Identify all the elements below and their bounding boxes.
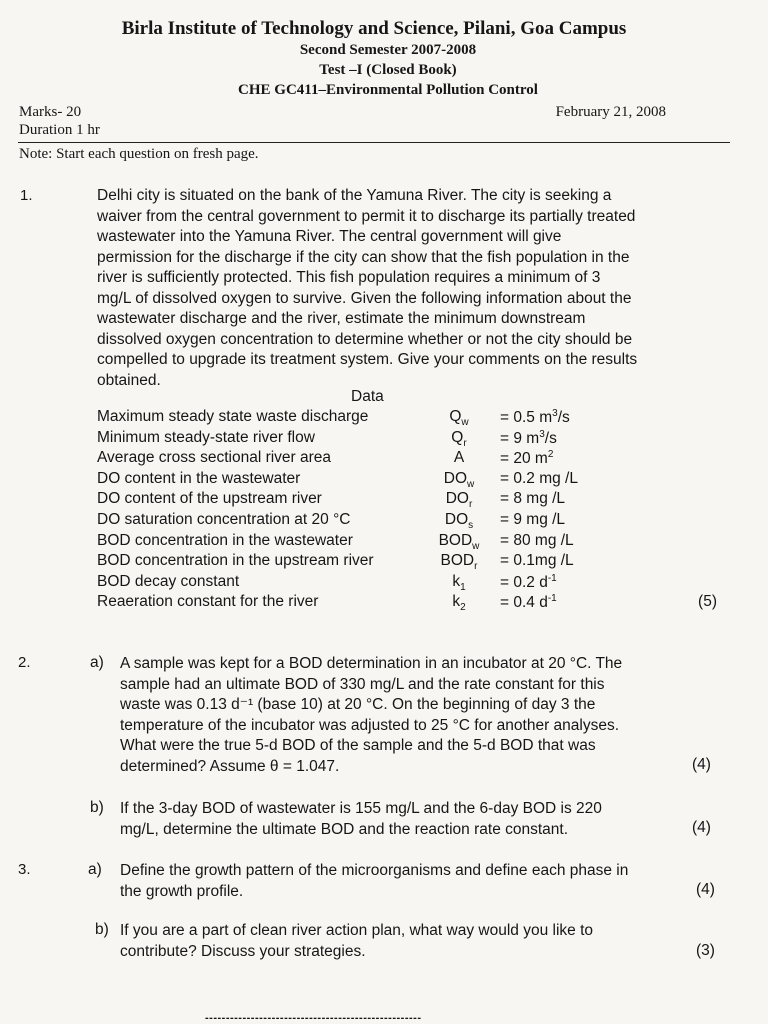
data-row-symbol <box>433 449 485 467</box>
data-row-value <box>500 470 578 488</box>
data-row-symbol <box>433 532 485 552</box>
marks-label: Marks- 20 <box>19 104 82 120</box>
header-divider <box>18 142 730 143</box>
q1-line: waiver from the central government to permit it to discharge its partially treated <box>97 207 636 225</box>
value-superscript: -1 <box>547 593 557 605</box>
symbol-main: k <box>452 593 461 611</box>
question-1-marks: (5) <box>698 593 717 611</box>
duration-label: Duration 1 hr <box>19 122 100 138</box>
value-text: = 0.5 m <box>500 409 553 427</box>
symbol-subscript: w <box>461 417 469 429</box>
symbol-main: Q <box>449 408 462 425</box>
symbol-main: k <box>452 572 461 590</box>
symbol-subscript: 2 <box>460 602 466 614</box>
q1-line: wastewater into the Yamuna River. The central government will give <box>97 228 562 245</box>
q1-line: compelled to upgrade its treatment system. Give your comments on the results <box>97 351 638 368</box>
value-text: = 8 mg /L <box>500 490 566 508</box>
question-2a-text <box>120 654 720 777</box>
data-row <box>97 511 727 531</box>
q1-line: Delhi city is situated on the bank of the Yamuna River. The city is seeking a <box>97 187 612 204</box>
value-unit: /s <box>557 409 570 427</box>
data-row-value <box>500 449 553 468</box>
symbol-main: BOD <box>438 531 473 549</box>
data-row-value <box>500 429 557 448</box>
question-1-number: 1. <box>20 187 33 204</box>
question-3b-label: b) <box>95 921 109 938</box>
data-row <box>97 532 727 552</box>
data-row <box>97 449 727 469</box>
data-row-value <box>500 511 565 529</box>
symbol-main: DO <box>443 469 467 487</box>
instruction-note: Note: Start each question on fresh page. <box>19 146 259 162</box>
data-row-symbol <box>433 470 485 490</box>
q2a-line: determined? Assume θ = 1.047. <box>120 757 340 775</box>
data-row <box>97 552 727 572</box>
symbol-main: DO <box>444 511 469 528</box>
data-row-label: Reaeration constant for the river <box>97 593 319 611</box>
question-2a-label: a) <box>90 654 104 671</box>
symbol-main: Q <box>451 428 464 446</box>
exam-date: February 21, 2008 <box>555 104 666 120</box>
data-row <box>97 408 727 428</box>
value-text: = 0.2 mg /L <box>500 469 578 487</box>
data-row-symbol <box>433 511 485 531</box>
data-row-symbol <box>433 552 485 572</box>
q2a-line: temperature of the incubator was adjusted to 25 °C for another analyses. <box>120 716 620 734</box>
question-3-number: 3. <box>18 861 31 878</box>
data-row-label: Maximum steady state waste discharge <box>97 408 369 425</box>
data-row-value <box>500 552 574 570</box>
institute-title: Birla Institute of Technology and Science, Pilani, Goa Campus <box>121 18 627 39</box>
data-row <box>97 593 727 613</box>
data-row-symbol <box>433 408 485 428</box>
q2a-line: sample had an ultimate BOD of 330 mg/L and the rate constant for this <box>120 675 605 693</box>
question-3a-text <box>120 861 720 902</box>
q2b-line: mg/L, determine the ultimate BOD and the reaction rate constant. <box>120 820 569 838</box>
data-row-symbol <box>433 593 485 613</box>
question-3b-text <box>120 921 720 962</box>
question-2b-text <box>120 799 720 840</box>
question-2b-marks: (4) <box>692 819 711 836</box>
data-row <box>97 470 727 490</box>
value-text: = 20 m <box>500 450 548 468</box>
question-3a-label: a) <box>88 861 102 878</box>
q1-line: river is sufficiently protected. This fish population requires a minimum of 3 <box>97 269 601 286</box>
data-row-label: Average cross sectional river area <box>97 449 332 467</box>
question-3b-marks: (3) <box>696 942 715 959</box>
symbol-main: BOD <box>440 552 475 570</box>
value-text: = 9 m <box>500 429 540 447</box>
symbol-main: DO <box>445 490 469 508</box>
value-text: = 0.1mg /L <box>500 552 574 570</box>
question-2b-label: b) <box>90 799 104 816</box>
data-table-title: Data <box>351 388 384 405</box>
value-superscript: 3 <box>552 408 558 419</box>
symbol-subscript: r <box>468 499 473 511</box>
q1-line: mg/L of dissolved oxygen to survive. Given the following information about the <box>97 289 632 307</box>
course-line: CHE GC411–Environmental Pollution Control <box>238 82 538 98</box>
data-row-label: BOD decay constant <box>97 572 240 590</box>
data-row <box>97 490 727 510</box>
data-row-symbol <box>433 573 485 593</box>
q2a-line: waste was 0.13 d⁻¹ (base 10) at 20 °C. On the beginning of day 3 the <box>120 696 596 713</box>
data-row-symbol <box>433 429 485 449</box>
q3a-line: Define the growth pattern of the microorganisms and define each phase in <box>120 862 629 879</box>
symbol-subscript: w <box>467 478 475 490</box>
data-row-label: BOD concentration in the upstream river <box>97 552 374 570</box>
data-row-value <box>500 593 557 612</box>
q2a-line: What were the true 5-d BOD of the sample and the 5-d BOD that was <box>120 737 596 754</box>
q1-line: dissolved oxygen concentration to determine whether or not the city should be <box>97 330 633 348</box>
symbol-subscript: r <box>463 437 467 449</box>
q2b-line: If the 3-day BOD of wastewater is 155 mg/L and the 6-day BOD is 220 <box>120 800 602 817</box>
value-text: = 9 mg /L <box>500 511 566 528</box>
value-text: = 0.2 d <box>500 573 548 591</box>
end-of-paper-line: ---------------------------------------------------- <box>205 1012 422 1024</box>
data-row-label: DO content of the upstream river <box>97 490 322 508</box>
symbol-subscript: 1 <box>460 581 466 593</box>
value-superscript: -1 <box>547 572 557 584</box>
q1-line: wastewater discharge and the river, estimate the minimum downstream <box>97 310 586 327</box>
question-2a-marks: (4) <box>692 756 711 773</box>
data-row-label: DO saturation concentration at 20 °C <box>97 511 351 528</box>
value-text: = 80 mg /L <box>500 531 574 549</box>
q2a-line: A sample was kept for a BOD determination in an incubator at 20 °C. The <box>120 655 623 672</box>
data-row-value <box>500 532 574 550</box>
symbol-subscript: s <box>468 520 474 532</box>
value-text: = 0.4 d <box>500 594 548 612</box>
q3b-line: If you are a part of clean river action plan, what way would you like to <box>120 922 593 939</box>
value-superscript: 3 <box>539 428 545 440</box>
question-1-text <box>97 186 727 391</box>
data-row <box>97 573 727 593</box>
question-2-number: 2. <box>18 654 31 671</box>
q3a-line: the growth profile. <box>120 882 244 900</box>
value-unit: /s <box>544 429 557 447</box>
data-row-label: BOD concentration in the wastewater <box>97 531 353 549</box>
data-row-label: Minimum steady-state river flow <box>97 428 315 446</box>
data-row-value <box>500 490 565 508</box>
symbol-subscript: w <box>472 540 480 552</box>
semester-line: Second Semester 2007-2008 <box>299 42 477 58</box>
q1-line: obtained. <box>97 371 161 389</box>
q3b-line: contribute? Discuss your strategies. <box>120 942 366 960</box>
value-superscript: 2 <box>547 449 554 461</box>
q1-line: permission for the discharge if the city can show that the fish population in the <box>97 248 630 266</box>
question-3a-marks: (4) <box>696 881 715 898</box>
data-row-value <box>500 573 557 592</box>
test-line: Test –I (Closed Book) <box>319 62 457 78</box>
symbol-main: A <box>453 449 465 467</box>
symbol-subscript: r <box>474 561 478 573</box>
data-row-value <box>500 408 570 427</box>
data-row <box>97 429 727 449</box>
data-row-label: DO content in the wastewater <box>97 469 301 487</box>
data-row-symbol <box>433 490 485 510</box>
